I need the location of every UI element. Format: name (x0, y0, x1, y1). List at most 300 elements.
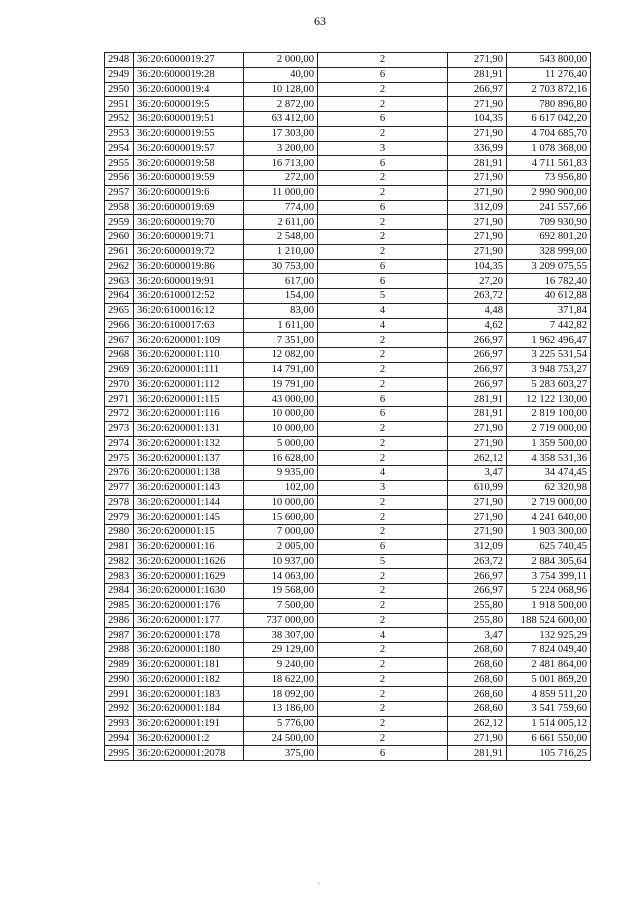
row-number-cell: 2989 (105, 657, 134, 672)
area-cell: 19 568,00 (244, 584, 318, 599)
group-cell: 2 (318, 333, 448, 348)
row-number-cell: 2977 (105, 480, 134, 495)
specific-value-cell: 255,80 (448, 598, 507, 613)
table-row (105, 584, 591, 599)
specific-value-cell: 255,80 (448, 613, 507, 628)
group-cell: 2 (318, 53, 448, 68)
cadastral-value-cell: 188 524 600,00 (507, 613, 591, 628)
table-row (105, 436, 591, 451)
table-row (105, 67, 591, 82)
table-row (105, 200, 591, 215)
specific-value-cell: 266,97 (448, 362, 507, 377)
area-cell: 9 240,00 (244, 657, 318, 672)
area-cell: 18 622,00 (244, 672, 318, 687)
row-number-cell: 2954 (105, 141, 134, 156)
group-cell: 2 (318, 702, 448, 717)
group-cell: 3 (318, 480, 448, 495)
table-row (105, 82, 591, 97)
area-cell: 18 092,00 (244, 687, 318, 702)
area-cell: 13 186,00 (244, 702, 318, 717)
area-cell: 24 500,00 (244, 731, 318, 746)
specific-value-cell: 263,72 (448, 289, 507, 304)
row-number-cell: 2978 (105, 495, 134, 510)
specific-value-cell: 266,97 (448, 377, 507, 392)
cadastral-number-cell: 36:20:6100016:12 (134, 303, 244, 318)
cadastral-number-cell: 36:20:6000019:72 (134, 244, 244, 259)
page-number: 63 (314, 14, 326, 28)
table-row (105, 687, 591, 702)
group-cell: 2 (318, 421, 448, 436)
cadastral-number-cell: 36:20:6200001:1626 (134, 554, 244, 569)
cadastral-value-cell: 3 541 759,60 (507, 702, 591, 717)
cadastral-value-cell: 5 283 603,27 (507, 377, 591, 392)
table-body (105, 53, 591, 761)
cadastral-value-cell: 625 740,45 (507, 539, 591, 554)
cadastral-number-cell: 36:20:6200001:2 (134, 731, 244, 746)
group-cell: 4 (318, 303, 448, 318)
area-cell: 14 063,00 (244, 569, 318, 584)
row-number-cell: 2975 (105, 451, 134, 466)
cadastral-value-cell: 1 962 496,47 (507, 333, 591, 348)
specific-value-cell: 104,35 (448, 112, 507, 127)
row-number-cell: 2968 (105, 348, 134, 363)
table-row (105, 510, 591, 525)
cadastral-value-cell: 2 703 872,16 (507, 82, 591, 97)
cadastral-number-cell: 36:20:6000019:69 (134, 200, 244, 215)
group-cell: 2 (318, 348, 448, 363)
cadastral-value-cell: 6 661 550,00 (507, 731, 591, 746)
specific-value-cell: 271,90 (448, 495, 507, 510)
group-cell: 6 (318, 156, 448, 171)
row-number-cell: 2972 (105, 407, 134, 422)
cadastral-number-cell: 36:20:6200001:115 (134, 392, 244, 407)
group-cell: 2 (318, 230, 448, 245)
cadastral-value-cell: 328 999,00 (507, 244, 591, 259)
cadastral-number-cell: 36:20:6200001:112 (134, 377, 244, 392)
area-cell: 272,00 (244, 171, 318, 186)
group-cell: 2 (318, 244, 448, 259)
group-cell: 2 (318, 495, 448, 510)
area-cell: 5 000,00 (244, 436, 318, 451)
area-cell: 2 548,00 (244, 230, 318, 245)
group-cell: 2 (318, 171, 448, 186)
cadastral-value-cell: 1 078 368,00 (507, 141, 591, 156)
table-row (105, 171, 591, 186)
specific-value-cell: 4,62 (448, 318, 507, 333)
cadastral-value-cell: 7 442,82 (507, 318, 591, 333)
table-row (105, 628, 591, 643)
specific-value-cell: 266,97 (448, 82, 507, 97)
area-cell: 29 129,00 (244, 643, 318, 658)
table-row (105, 141, 591, 156)
group-cell: 2 (318, 716, 448, 731)
area-cell: 2 000,00 (244, 53, 318, 68)
area-cell: 154,00 (244, 289, 318, 304)
cadastral-value-cell: 3 209 075,55 (507, 259, 591, 274)
table-row (105, 303, 591, 318)
area-cell: 2 005,00 (244, 539, 318, 554)
cadastral-number-cell: 36:20:6000019:51 (134, 112, 244, 127)
cadastral-value-cell: 132 925,29 (507, 628, 591, 643)
cadastral-value-cell: 2 819 100,00 (507, 407, 591, 422)
row-number-cell: 2971 (105, 392, 134, 407)
row-number-cell: 2963 (105, 274, 134, 289)
cadastral-value-cell: 2 990 900,00 (507, 185, 591, 200)
specific-value-cell: 266,97 (448, 569, 507, 584)
cadastral-number-cell: 36:20:6200001:144 (134, 495, 244, 510)
cadastral-value-cell: 709 930,90 (507, 215, 591, 230)
row-number-cell: 2982 (105, 554, 134, 569)
group-cell: 4 (318, 628, 448, 643)
cadastral-value-cell: 34 474,45 (507, 466, 591, 481)
specific-value-cell: 312,09 (448, 539, 507, 554)
cadastral-value-cell: 780 896,80 (507, 97, 591, 112)
cadastral-value-cell: 62 320,98 (507, 480, 591, 495)
area-cell: 102,00 (244, 480, 318, 495)
table-row (105, 126, 591, 141)
cadastral-value-cell: 371,84 (507, 303, 591, 318)
cadastral-value-cell: 7 824 049,40 (507, 643, 591, 658)
table-row (105, 289, 591, 304)
area-cell: 9 935,00 (244, 466, 318, 481)
table-row (105, 244, 591, 259)
group-cell: 2 (318, 643, 448, 658)
area-cell: 2 611,00 (244, 215, 318, 230)
specific-value-cell: 281,91 (448, 156, 507, 171)
table-row (105, 156, 591, 171)
group-cell: 2 (318, 436, 448, 451)
row-number-cell: 2992 (105, 702, 134, 717)
cadastral-number-cell: 36:20:6000019:55 (134, 126, 244, 141)
table-row (105, 598, 591, 613)
group-cell: 2 (318, 584, 448, 599)
group-cell: 2 (318, 451, 448, 466)
area-cell: 1 611,00 (244, 318, 318, 333)
cadastral-value-cell: 2 884 305,64 (507, 554, 591, 569)
cadastral-number-cell: 36:20:6200001:181 (134, 657, 244, 672)
table-row (105, 495, 591, 510)
specific-value-cell: 271,90 (448, 421, 507, 436)
cadastral-value-cell: 692 801,20 (507, 230, 591, 245)
specific-value-cell: 281,91 (448, 407, 507, 422)
cadastral-number-cell: 36:20:6000019:91 (134, 274, 244, 289)
group-cell: 2 (318, 510, 448, 525)
table-row (105, 215, 591, 230)
row-number-cell: 2994 (105, 731, 134, 746)
table-row (105, 554, 591, 569)
specific-value-cell: 262,12 (448, 451, 507, 466)
area-cell: 38 307,00 (244, 628, 318, 643)
row-number-cell: 2987 (105, 628, 134, 643)
group-cell: 2 (318, 126, 448, 141)
specific-value-cell: 271,90 (448, 185, 507, 200)
area-cell: 15 600,00 (244, 510, 318, 525)
specific-value-cell: 268,60 (448, 672, 507, 687)
specific-value-cell: 271,90 (448, 215, 507, 230)
table-row (105, 112, 591, 127)
area-cell: 617,00 (244, 274, 318, 289)
row-number-cell: 2969 (105, 362, 134, 377)
area-cell: 7 351,00 (244, 333, 318, 348)
area-cell: 30 753,00 (244, 259, 318, 274)
table-row (105, 702, 591, 717)
group-cell: 5 (318, 554, 448, 569)
cadastral-number-cell: 36:20:6000019:71 (134, 230, 244, 245)
row-number-cell: 2959 (105, 215, 134, 230)
row-number-cell: 2964 (105, 289, 134, 304)
row-number-cell: 2986 (105, 613, 134, 628)
group-cell: 2 (318, 731, 448, 746)
cadastral-number-cell: 36:20:6000019:57 (134, 141, 244, 156)
table-row (105, 185, 591, 200)
area-cell: 10 000,00 (244, 407, 318, 422)
cadastral-number-cell: 36:20:6200001:2078 (134, 746, 244, 761)
area-cell: 10 937,00 (244, 554, 318, 569)
row-number-cell: 2974 (105, 436, 134, 451)
specific-value-cell: 3,47 (448, 466, 507, 481)
cadastral-value-cell: 105 716,25 (507, 746, 591, 761)
area-cell: 12 082,00 (244, 348, 318, 363)
area-cell: 43 000,00 (244, 392, 318, 407)
cadastral-value-cell: 241 557,66 (507, 200, 591, 215)
group-cell: 6 (318, 407, 448, 422)
specific-value-cell: 3,47 (448, 628, 507, 643)
group-cell: 6 (318, 67, 448, 82)
specific-value-cell: 271,90 (448, 53, 507, 68)
table-row (105, 539, 591, 554)
area-cell: 1 210,00 (244, 244, 318, 259)
row-number-cell: 2979 (105, 510, 134, 525)
specific-value-cell: 4,48 (448, 303, 507, 318)
table-row (105, 746, 591, 761)
area-cell: 83,00 (244, 303, 318, 318)
cadastral-value-cell: 6 617 042,20 (507, 112, 591, 127)
specific-value-cell: 271,90 (448, 731, 507, 746)
cadastral-value-cell: 4 358 531,36 (507, 451, 591, 466)
group-cell: 6 (318, 746, 448, 761)
group-cell: 4 (318, 466, 448, 481)
cadastral-number-cell: 36:20:6200001:1630 (134, 584, 244, 599)
specific-value-cell: 271,90 (448, 171, 507, 186)
group-cell: 2 (318, 613, 448, 628)
cadastral-number-cell: 36:20:6000019:4 (134, 82, 244, 97)
table-row (105, 613, 591, 628)
cadastral-number-cell: 36:20:6000019:28 (134, 67, 244, 82)
table-row (105, 333, 591, 348)
cadastral-value-cell: 2 719 000,00 (507, 421, 591, 436)
specific-value-cell: 610,99 (448, 480, 507, 495)
row-number-cell: 2952 (105, 112, 134, 127)
specific-value-cell: 104,35 (448, 259, 507, 274)
row-number-cell: 2980 (105, 525, 134, 540)
row-number-cell: 2985 (105, 598, 134, 613)
table-row (105, 392, 591, 407)
specific-value-cell: 27,20 (448, 274, 507, 289)
row-number-cell: 2988 (105, 643, 134, 658)
row-number-cell: 2955 (105, 156, 134, 171)
table-row (105, 97, 591, 112)
specific-value-cell: 312,09 (448, 200, 507, 215)
area-cell: 40,00 (244, 67, 318, 82)
cadastral-number-cell: 36:20:6000019:5 (134, 97, 244, 112)
area-cell: 3 200,00 (244, 141, 318, 156)
row-number-cell: 2949 (105, 67, 134, 82)
group-cell: 6 (318, 539, 448, 554)
specific-value-cell: 266,97 (448, 333, 507, 348)
specific-value-cell: 271,90 (448, 126, 507, 141)
table-row (105, 569, 591, 584)
cadastral-number-cell: 36:20:6200001:178 (134, 628, 244, 643)
specific-value-cell: 266,97 (448, 348, 507, 363)
row-number-cell: 2958 (105, 200, 134, 215)
cadastral-number-cell: 36:20:6000019:86 (134, 259, 244, 274)
specific-value-cell: 271,90 (448, 230, 507, 245)
specific-value-cell: 271,90 (448, 244, 507, 259)
cadastral-value-cell: 3 225 531,54 (507, 348, 591, 363)
cadastral-value-cell: 1 359 500,00 (507, 436, 591, 451)
cadastral-value-cell: 4 241 640,00 (507, 510, 591, 525)
specific-value-cell: 271,90 (448, 97, 507, 112)
cadastral-number-cell: 36:20:6200001:137 (134, 451, 244, 466)
area-cell: 63 412,00 (244, 112, 318, 127)
group-cell: 3 (318, 141, 448, 156)
area-cell: 10 000,00 (244, 421, 318, 436)
group-cell: 4 (318, 318, 448, 333)
cadastral-value-cell: 2 719 000,00 (507, 495, 591, 510)
group-cell: 2 (318, 657, 448, 672)
cadastral-value-cell: 5 001 869,20 (507, 672, 591, 687)
row-number-cell: 2970 (105, 377, 134, 392)
table-row (105, 716, 591, 731)
row-number-cell: 2984 (105, 584, 134, 599)
table-row (105, 230, 591, 245)
specific-value-cell: 281,91 (448, 746, 507, 761)
cadastral-number-cell: 36:20:6000019:58 (134, 156, 244, 171)
specific-value-cell: 266,97 (448, 584, 507, 599)
row-number-cell: 2965 (105, 303, 134, 318)
row-number-cell: 2967 (105, 333, 134, 348)
cadastral-number-cell: 36:20:6200001:191 (134, 716, 244, 731)
cadastral-number-cell: 36:20:6100012:52 (134, 289, 244, 304)
cadastral-value-cell: 4 711 561,83 (507, 156, 591, 171)
area-cell: 7 000,00 (244, 525, 318, 540)
area-cell: 774,00 (244, 200, 318, 215)
cadastral-value-cell: 3 754 399,11 (507, 569, 591, 584)
specific-value-cell: 268,60 (448, 643, 507, 658)
area-cell: 19 791,00 (244, 377, 318, 392)
cadastral-value-cell: 4 859 511,20 (507, 687, 591, 702)
table-row (105, 657, 591, 672)
cadastral-value-cell: 1 903 300,00 (507, 525, 591, 540)
cadastral-number-cell: 36:20:6200001:16 (134, 539, 244, 554)
row-number-cell: 2951 (105, 97, 134, 112)
group-cell: 6 (318, 112, 448, 127)
area-cell: 16 628,00 (244, 451, 318, 466)
group-cell: 2 (318, 672, 448, 687)
row-number-cell: 2973 (105, 421, 134, 436)
cadastral-value-cell: 3 948 753,27 (507, 362, 591, 377)
cadastral-value-cell: 12 122 130,00 (507, 392, 591, 407)
group-cell: 2 (318, 687, 448, 702)
cadastral-number-cell: 36:20:6200001:143 (134, 480, 244, 495)
group-cell: 5 (318, 289, 448, 304)
specific-value-cell: 268,60 (448, 657, 507, 672)
row-number-cell: 2948 (105, 53, 134, 68)
row-number-cell: 2961 (105, 244, 134, 259)
row-number-cell: 2995 (105, 746, 134, 761)
row-number-cell: 2966 (105, 318, 134, 333)
row-number-cell: 2990 (105, 672, 134, 687)
specific-value-cell: 271,90 (448, 436, 507, 451)
area-cell: 17 303,00 (244, 126, 318, 141)
row-number-cell: 2962 (105, 259, 134, 274)
cadastral-value-cell: 40 612,88 (507, 289, 591, 304)
specific-value-cell: 268,60 (448, 687, 507, 702)
table-row (105, 451, 591, 466)
row-number-cell: 2953 (105, 126, 134, 141)
cadastral-number-cell: 36:20:6200001:176 (134, 598, 244, 613)
table-row (105, 421, 591, 436)
table-row (105, 480, 591, 495)
row-number-cell: 2983 (105, 569, 134, 584)
group-cell: 6 (318, 259, 448, 274)
area-cell: 737 000,00 (244, 613, 318, 628)
cadastral-value-cell: 73 956,80 (507, 171, 591, 186)
group-cell: 2 (318, 525, 448, 540)
row-number-cell: 2976 (105, 466, 134, 481)
cadastral-number-cell: 36:20:6000019:59 (134, 171, 244, 186)
cadastral-number-cell: 36:20:6100017:63 (134, 318, 244, 333)
group-cell: 2 (318, 569, 448, 584)
table-row (105, 643, 591, 658)
cadastral-value-cell: 543 800,00 (507, 53, 591, 68)
specific-value-cell: 271,90 (448, 525, 507, 540)
table-row (105, 318, 591, 333)
cadastral-number-cell: 36:20:6200001:116 (134, 407, 244, 422)
cadastral-number-cell: 36:20:6200001:138 (134, 466, 244, 481)
row-number-cell: 2956 (105, 171, 134, 186)
cadastral-number-cell: 36:20:6000019:70 (134, 215, 244, 230)
cadastral-number-cell: 36:20:6200001:111 (134, 362, 244, 377)
specific-value-cell: 263,72 (448, 554, 507, 569)
row-number-cell: 2993 (105, 716, 134, 731)
area-cell: 11 000,00 (244, 185, 318, 200)
area-cell: 10 000,00 (244, 495, 318, 510)
cadastral-number-cell: 36:20:6200001:183 (134, 687, 244, 702)
specific-value-cell: 281,91 (448, 67, 507, 82)
cadastral-value-cell: 2 481 864,00 (507, 657, 591, 672)
group-cell: 2 (318, 185, 448, 200)
table-row (105, 53, 591, 68)
area-cell: 2 872,00 (244, 97, 318, 112)
cadastral-number-cell: 36:20:6200001:184 (134, 702, 244, 717)
cadastral-number-cell: 36:20:6200001:177 (134, 613, 244, 628)
area-cell: 7 500,00 (244, 598, 318, 613)
table-row (105, 274, 591, 289)
group-cell: 2 (318, 377, 448, 392)
group-cell: 2 (318, 362, 448, 377)
cadastral-number-cell: 36:20:6200001:15 (134, 525, 244, 540)
group-cell: 6 (318, 274, 448, 289)
area-cell: 375,00 (244, 746, 318, 761)
cadastral-value-cell: 1 918 500,00 (507, 598, 591, 613)
row-number-cell: 2981 (105, 539, 134, 554)
cadastral-value-cell: 1 514 005,12 (507, 716, 591, 731)
cadastral-number-cell: 36:20:6200001:180 (134, 643, 244, 658)
area-cell: 5 776,00 (244, 716, 318, 731)
specific-value-cell: 281,91 (448, 392, 507, 407)
group-cell: 6 (318, 200, 448, 215)
